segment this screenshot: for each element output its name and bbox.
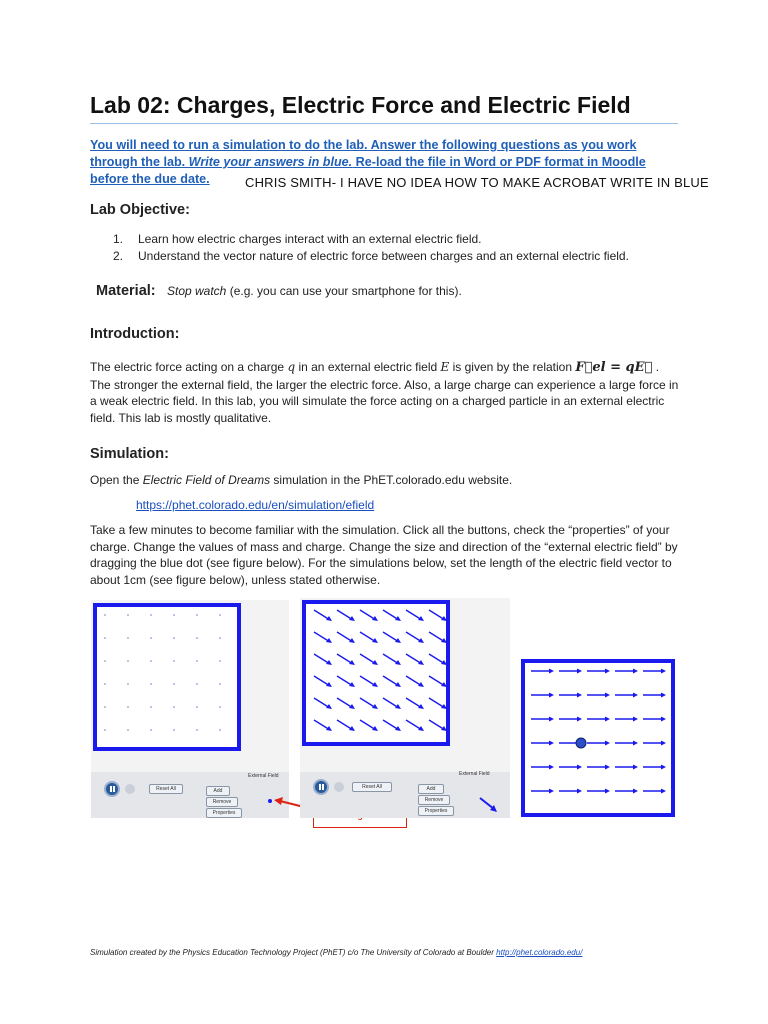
intro-text-b: in an external electric field [295, 360, 441, 374]
field-dot [150, 706, 152, 708]
instructions-line-2b: . [181, 155, 189, 169]
objective-heading: Lab Objective: [90, 202, 190, 218]
field-dot [150, 637, 152, 639]
instructions-line-2c: Re-load the file in Word or PDF format in Moodle [352, 155, 646, 169]
field-arrowhead [661, 669, 666, 674]
field-arrowhead [549, 717, 554, 722]
intro-text-p2: The stronger the external field, the larger the electric force. Also, a large charge can experience a large force in a weak electric field. In this lab, you will simulate the force acting on a charged particle in an external electric field. This lab is mostly qualitative. [90, 377, 679, 425]
field-dot [219, 637, 221, 639]
step-button[interactable] [125, 784, 135, 794]
field-dot [196, 729, 198, 731]
sim-panel-2 [300, 598, 510, 818]
field-arrowhead [661, 717, 666, 722]
objective-num: 1. [113, 232, 124, 246]
objective-num: 2. [113, 248, 124, 263]
field-dot [173, 683, 175, 685]
field-dot [196, 637, 198, 639]
field-dot [196, 706, 198, 708]
objective-text: Learn how electric charges interact with an external electric field. [138, 232, 482, 246]
pause-button[interactable] [104, 781, 120, 797]
intro-text-c: is given by the relation [449, 360, 576, 374]
simulation-text-2: Take a few minutes to become familiar with the simulation. Click all the buttons, check the “properties” of your charge. Change the values of mass and charge. Change the size and direction of the “external electric field” by dragging the blue dot (see figure below). For the simulations below, set the length of the electric field vector to about 1cm (see figure below), unless stated otherwise. [90, 523, 678, 587]
field-arrowhead [577, 789, 582, 794]
instructions-line-2a: through the lab [90, 155, 182, 169]
simulation-heading: Simulation: [90, 446, 169, 462]
symbol-q: q [287, 360, 296, 374]
efield-area-1[interactable] [93, 603, 241, 751]
field-dot [173, 637, 175, 639]
material-label: Material: [96, 283, 156, 299]
objective-text: Understand the vector nature of electric force between charges and an external electric field. [138, 248, 629, 263]
sim-text-a: Open the [90, 473, 143, 487]
field-dot [219, 706, 221, 708]
step-button[interactable] [334, 782, 344, 792]
reset-all-button[interactable]: Reset All [352, 782, 392, 792]
instructions-line-3: before the due date. [90, 172, 210, 186]
intro-text-d: . [652, 360, 660, 374]
introduction-heading: Introduction: [90, 326, 180, 342]
material-rest: (e.g. you can use your smartphone for this). [226, 284, 462, 298]
instructions-emphasis: Write your answers in blue. [188, 155, 353, 169]
field-dot [127, 729, 129, 731]
sim-text-b: simulation in the PhET.colorado.edu website. [270, 473, 513, 487]
field-dot [196, 683, 198, 685]
field-dot [173, 729, 175, 731]
field-arrowhead [605, 789, 610, 794]
field-arrowhead [661, 741, 666, 746]
field-dot [127, 637, 129, 639]
field-arrowhead [633, 789, 638, 794]
field-arrowhead [605, 741, 610, 746]
efield-area-2[interactable] [302, 600, 450, 746]
field-dot [173, 706, 175, 708]
field-vector-arrow-icon[interactable] [478, 796, 500, 814]
field-dot [150, 614, 152, 616]
field-dot [127, 683, 129, 685]
add-button[interactable]: Add [418, 784, 444, 794]
field-arrowhead [577, 693, 582, 698]
title-rule [90, 123, 678, 124]
field-arrowhead [661, 765, 666, 770]
footer-text: Simulation created by the Physics Education Technology Project (PhET) c/o The University of Colorado at Boulder [90, 948, 497, 957]
add-button[interactable]: Add [206, 786, 230, 796]
charge-particle[interactable] [576, 738, 586, 748]
field-dot [104, 637, 106, 639]
material-item: Stop watch [166, 284, 227, 298]
field-arrowhead [577, 765, 582, 770]
field-dot [104, 683, 106, 685]
field-arrowhead [549, 693, 554, 698]
field-arrowhead [577, 669, 582, 674]
properties-button[interactable]: Properties [206, 808, 242, 818]
field-dot [196, 614, 198, 616]
intro-text-a: The electric force acting on a charge [90, 360, 288, 374]
properties-button[interactable]: Properties [418, 806, 454, 816]
field-dot [173, 614, 175, 616]
efield-area-3[interactable] [521, 659, 675, 817]
field-dot [104, 660, 106, 662]
field-arrowhead [633, 693, 638, 698]
field-dot [219, 729, 221, 731]
diagonal-field-arrows [306, 604, 446, 742]
field-dot [104, 729, 106, 731]
field-arrowhead [661, 789, 666, 794]
material-line [96, 283, 656, 300]
field-arrowhead [661, 693, 666, 698]
sim-name: Electric Field of Dreams [142, 473, 271, 487]
field-dot [219, 614, 221, 616]
footer-link[interactable]: http://phet.colorado.edu/ [496, 948, 583, 957]
field-arrowhead [549, 789, 554, 794]
instructions-line-1: You will need to run a simulation to do the lab. Answer the following questions as you work [90, 138, 637, 152]
field-dots-grid [97, 607, 237, 747]
field-arrowhead [605, 717, 610, 722]
pause-button[interactable] [313, 779, 329, 795]
field-arrowhead [605, 669, 610, 674]
footer [90, 948, 582, 957]
field-dot [150, 729, 152, 731]
external-field-label: External Field [248, 773, 279, 779]
field-arrowhead [549, 669, 554, 674]
field-dot [219, 660, 221, 662]
external-field-label: External Field [459, 771, 490, 777]
field-arrowhead [633, 765, 638, 770]
introduction-text [90, 359, 680, 426]
field-arrowhead [605, 693, 610, 698]
field-arrowhead [605, 765, 610, 770]
field-dot [127, 660, 129, 662]
field-dot [150, 660, 152, 662]
simulation-link[interactable]: https://phet.colorado.edu/en/simulation/efield [136, 498, 375, 512]
field-arrowhead [577, 717, 582, 722]
remove-button[interactable]: Remove [418, 795, 450, 805]
field-dot [173, 660, 175, 662]
horizontal-field-arrows [525, 663, 671, 813]
symbol-e: E [440, 360, 450, 374]
field-dot [150, 683, 152, 685]
field-dot [104, 706, 106, 708]
field-arrowhead [633, 741, 638, 746]
reset-all-button[interactable]: Reset All [149, 784, 183, 794]
objective-item [113, 231, 693, 248]
field-arrowhead [549, 741, 554, 746]
field-dot [219, 683, 221, 685]
page-title: Lab 02: Charges, Electric Force and Electric Field [90, 92, 631, 118]
field-dot [127, 706, 129, 708]
remove-button[interactable]: Remove [206, 797, 238, 807]
field-dot [196, 660, 198, 662]
field-arrowhead [633, 669, 638, 674]
field-dot [104, 614, 106, 616]
field-dot [127, 614, 129, 616]
force-formula: F⃗el = qE⃗ [575, 360, 653, 375]
student-note: CHRIS SMITH- I HAVE NO IDEA HOW TO MAKE ACROBAT WRITE IN BLUE [245, 175, 709, 190]
objective-item [113, 248, 693, 265]
field-arrowhead [549, 765, 554, 770]
field-arrowhead [633, 717, 638, 722]
objective-list [113, 231, 693, 264]
simulation-text-1 [90, 472, 680, 489]
sim-panel-1 [91, 600, 289, 818]
